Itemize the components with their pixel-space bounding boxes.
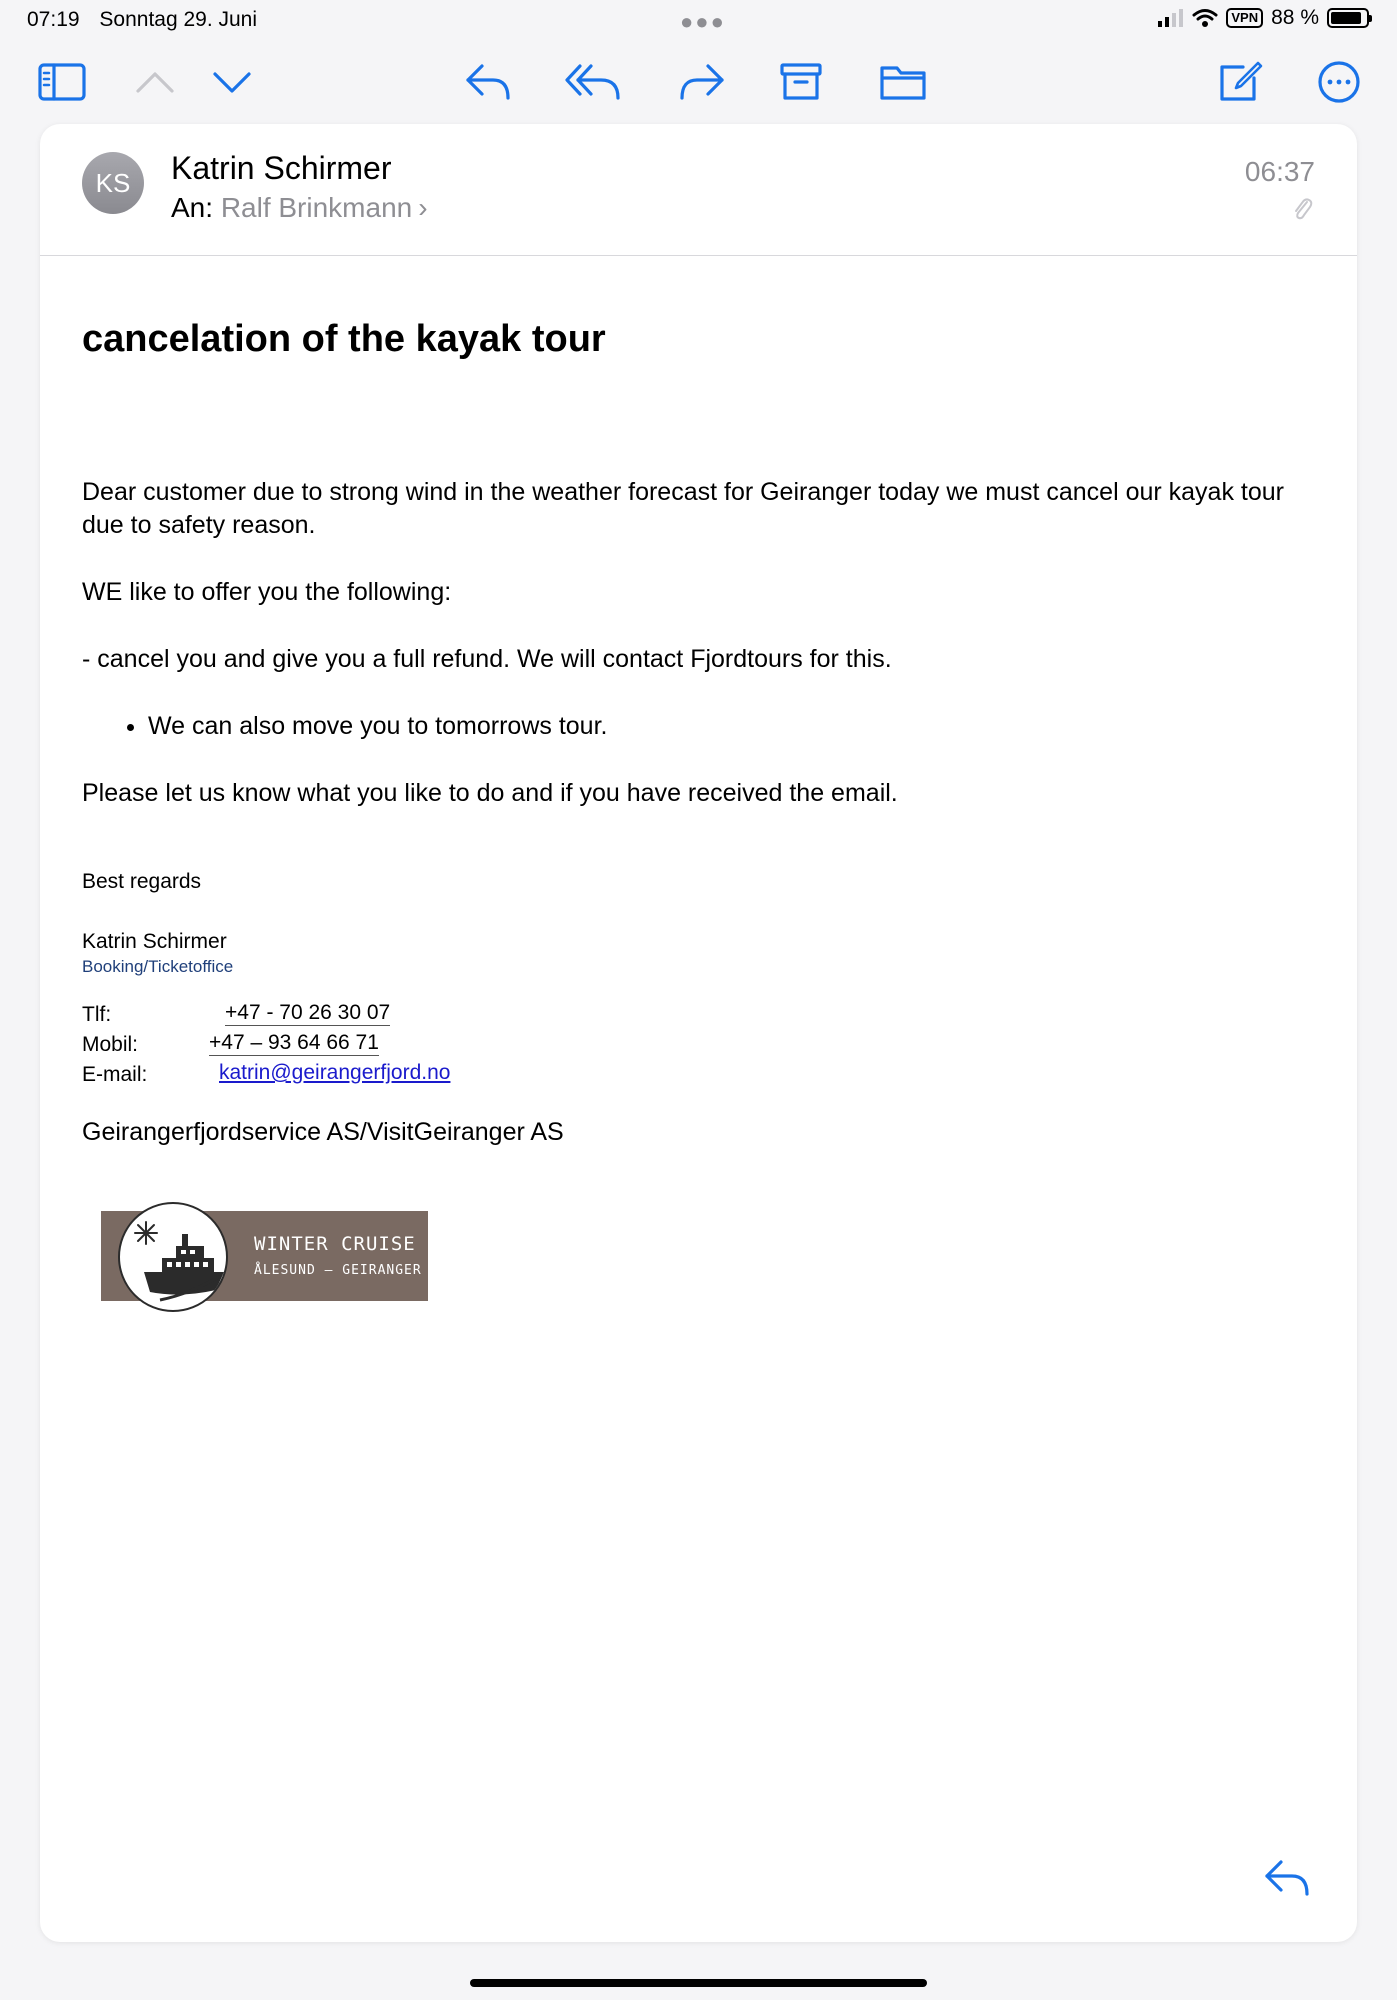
compose-icon	[1217, 61, 1263, 103]
phone-number[interactable]: +47 - 70 26 30 07	[225, 1001, 391, 1024]
more-icon	[1317, 60, 1361, 104]
signature-greeting: Best regards	[82, 870, 202, 893]
paperclip-icon	[1293, 196, 1313, 222]
chevron-up-icon	[135, 70, 175, 94]
contact-row-mobile	[82, 1030, 1302, 1060]
move-to-folder-button[interactable]	[873, 52, 933, 112]
folder-icon	[879, 62, 927, 102]
body-paragraph: Please let us know what you like to do and if you have received the email.	[82, 779, 898, 807]
mail-toolbar	[0, 52, 1397, 112]
email-link[interactable]: katrin@geirangerfjord.no	[219, 1061, 451, 1084]
list-item: • We can also move you to tomorrows tour.	[148, 710, 1302, 743]
email-time: 06:37	[1244, 156, 1315, 187]
forward-icon	[679, 62, 725, 102]
battery-percent: 88 %	[1271, 6, 1319, 29]
home-indicator[interactable]	[470, 1979, 927, 1987]
reply-icon	[1264, 1858, 1310, 1898]
recipient-row[interactable]	[171, 192, 428, 224]
status-indicators	[1158, 6, 1369, 30]
status-date: Sonntag 29. Juni	[99, 8, 258, 31]
archive-button[interactable]	[771, 52, 831, 112]
body-paragraph: Dear customer due to strong wind in the weather forecast for Geiranger today we must cancel our kayak tour due to safety reason.	[82, 478, 1284, 539]
sidebar-icon	[38, 62, 86, 102]
chevron-down-icon	[212, 70, 252, 94]
mobile-label: Mobil:	[82, 1033, 139, 1056]
forward-button[interactable]	[672, 52, 732, 112]
email-card	[40, 124, 1357, 1942]
company-name: Geirangerfjordservice AS/VisitGeiranger AS	[82, 1118, 564, 1146]
mobile-number[interactable]: +47 – 93 64 66 71	[209, 1031, 379, 1054]
body-bullet-list	[148, 710, 1302, 743]
more-options-button[interactable]	[1309, 52, 1369, 112]
contact-row-phone	[82, 1000, 1302, 1030]
sender-name[interactable]: Katrin Schirmer	[171, 150, 392, 186]
sidebar-toggle-button[interactable]	[32, 52, 92, 112]
signature-contact	[82, 1000, 1302, 1090]
recipient-name[interactable]: Ralf Brinkmann	[220, 192, 413, 223]
ship-logo-icon	[118, 1202, 228, 1312]
banner-subtitle: ÅLESUND – GEIRANGER	[254, 1263, 422, 1278]
multitasking-dots-icon[interactable]: ●●●	[680, 9, 726, 34]
cellular-signal-icon	[1158, 9, 1184, 27]
chevron-right-icon[interactable]: ›	[418, 192, 428, 223]
archive-icon	[780, 62, 822, 102]
reply-button[interactable]	[458, 52, 518, 112]
email-label: E-mail:	[82, 1063, 148, 1086]
compose-button[interactable]	[1210, 52, 1270, 112]
banner-title: WINTER CRUISE	[254, 1233, 416, 1255]
reply-icon	[465, 62, 511, 102]
contact-row-email	[82, 1060, 1302, 1090]
signature-name: Katrin Schirmer	[82, 930, 227, 953]
battery-fill	[1331, 12, 1361, 24]
status-bar	[0, 0, 1397, 40]
reply-all-icon	[565, 62, 621, 102]
reply-floating-button[interactable]	[1257, 1848, 1317, 1908]
reply-all-button[interactable]	[563, 52, 623, 112]
next-message-button[interactable]	[202, 52, 262, 112]
status-time: 07:19	[27, 8, 80, 31]
status-time-date	[27, 8, 271, 32]
phone-label: Tlf:	[82, 1003, 112, 1026]
winter-cruise-banner[interactable]	[101, 1211, 428, 1301]
signature-role: Booking/Ticketoffice	[82, 957, 234, 976]
vpn-badge: VPN	[1226, 8, 1263, 28]
previous-message-button[interactable]	[125, 52, 185, 112]
email-body	[82, 476, 1302, 1149]
email-subject: cancelation of the kayak tour	[82, 318, 606, 360]
email-header	[40, 124, 1357, 256]
body-paragraph: WE like to offer you the following:	[82, 578, 452, 606]
body-paragraph: - cancel you and give you a full refund. We will contact Fjordtours for this.	[82, 645, 892, 673]
to-label: An:	[171, 192, 214, 223]
battery-icon	[1327, 8, 1369, 28]
wifi-icon	[1192, 8, 1218, 28]
avatar[interactable]: KS	[82, 152, 144, 214]
